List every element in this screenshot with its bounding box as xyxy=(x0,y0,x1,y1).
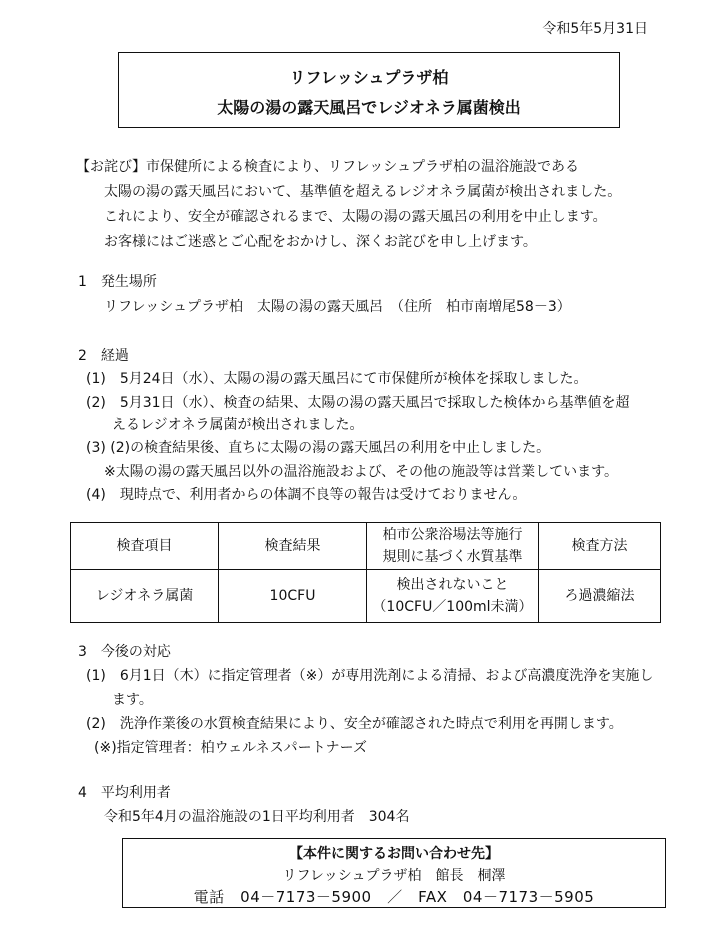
cell-standard-line-2: （10CFU／100ml未満） xyxy=(372,599,533,615)
cell-standard xyxy=(367,570,539,623)
header-standard-line-1: 柏市公衆浴場法等施行 xyxy=(382,527,523,543)
header-item: 検査項目 xyxy=(71,523,219,570)
section-4-heading: 4 平均利用者 xyxy=(78,785,171,801)
section-1-heading: 1 発生場所 xyxy=(78,274,157,290)
progress-item-2: (2) 5月31日（水）、検査の結果、太陽の湯の露天風呂で採取した検体から基準値を超 xyxy=(86,395,630,411)
contact-title: 【本件に関するお問い合わせ先】 xyxy=(289,846,499,862)
table-header-row xyxy=(71,523,661,570)
cell-method: ろ過濃縮法 xyxy=(539,570,661,623)
manager-note: (※)指定管理者：柏ウェルネスパートナーズ xyxy=(94,740,367,756)
progress-item-2-cont: えるレジオネラ属菌が検出されました。 xyxy=(112,417,364,433)
progress-item-3: (3) (2)の検査結果後、直ちに太陽の湯の露天風呂の利用を中止しました。 xyxy=(86,440,551,456)
inspection-table xyxy=(70,522,661,623)
action-item-1: (1) 6月1日（木）に指定管理者（※）が専用洗剤による清掃、および高濃度洗浄を実施し xyxy=(86,668,654,684)
action-item-2: (2) 洗浄作業後の水質検査結果により、安全が確認された時点で利用を再開します。 xyxy=(86,716,623,732)
apology-line-4: お客様にはご迷惑とご心配をおかけし、深くお詫びを申し上げます。 xyxy=(104,234,537,250)
cell-standard-line-1: 検出されないこと xyxy=(396,577,509,593)
title-box xyxy=(118,52,620,128)
apology-line-2: 太陽の湯の露天風呂において、基準値を超えるレジオネラ属菌が検出されました。 xyxy=(104,184,622,200)
contact-box xyxy=(122,838,666,908)
cell-result: 10CFU xyxy=(219,570,367,623)
headline: 太陽の湯の露天風呂でレジオネラ属菌検出 xyxy=(217,98,521,117)
apology-line-3: これにより、安全が確認されるまで、太陽の湯の露天風呂の利用を中止します。 xyxy=(104,209,607,225)
document-date: 令和5年5月31日 xyxy=(542,21,648,37)
section-2-heading: 2 経過 xyxy=(78,348,129,364)
progress-note: ※太陽の湯の露天風呂以外の温浴施設および、その他の施設等は営業しています。 xyxy=(104,464,619,480)
section-4-body: 令和5年4月の温浴施設の1日平均利用者 304名 xyxy=(104,809,410,825)
contact-phone: 電話 04－7173－5900 ／ FAX 04－7173－5905 xyxy=(193,888,595,906)
progress-item-4: (4) 現時点で、利用者からの体調不良等の報告は受けておりません。 xyxy=(86,487,527,503)
contact-org: リフレッシュプラザ柏 館長 桐澤 xyxy=(282,868,506,884)
facility-title: リフレッシュプラザ柏 xyxy=(289,68,449,87)
header-result: 検査結果 xyxy=(219,523,367,570)
cell-item: レジオネラ属菌 xyxy=(71,570,219,623)
header-standard-line-2: 規則に基づく水質基準 xyxy=(382,549,523,565)
apology-line-1: 【お詫び】市保健所による検査により、リフレッシュプラザ柏の温浴施設である xyxy=(76,159,580,175)
section-3-heading: 3 今後の対応 xyxy=(78,644,171,660)
table-row xyxy=(71,570,661,623)
action-item-1-cont: ます。 xyxy=(112,692,153,708)
progress-item-1: (1) 5月24日（水）、太陽の湯の露天風呂にて市保健所が検体を採取しました。 xyxy=(86,371,588,387)
header-method: 検査方法 xyxy=(539,523,661,570)
section-1-body: リフレッシュプラザ柏 太陽の湯の露天風呂 （住所 柏市南増尾58－3） xyxy=(104,299,571,315)
header-standard xyxy=(367,523,539,570)
